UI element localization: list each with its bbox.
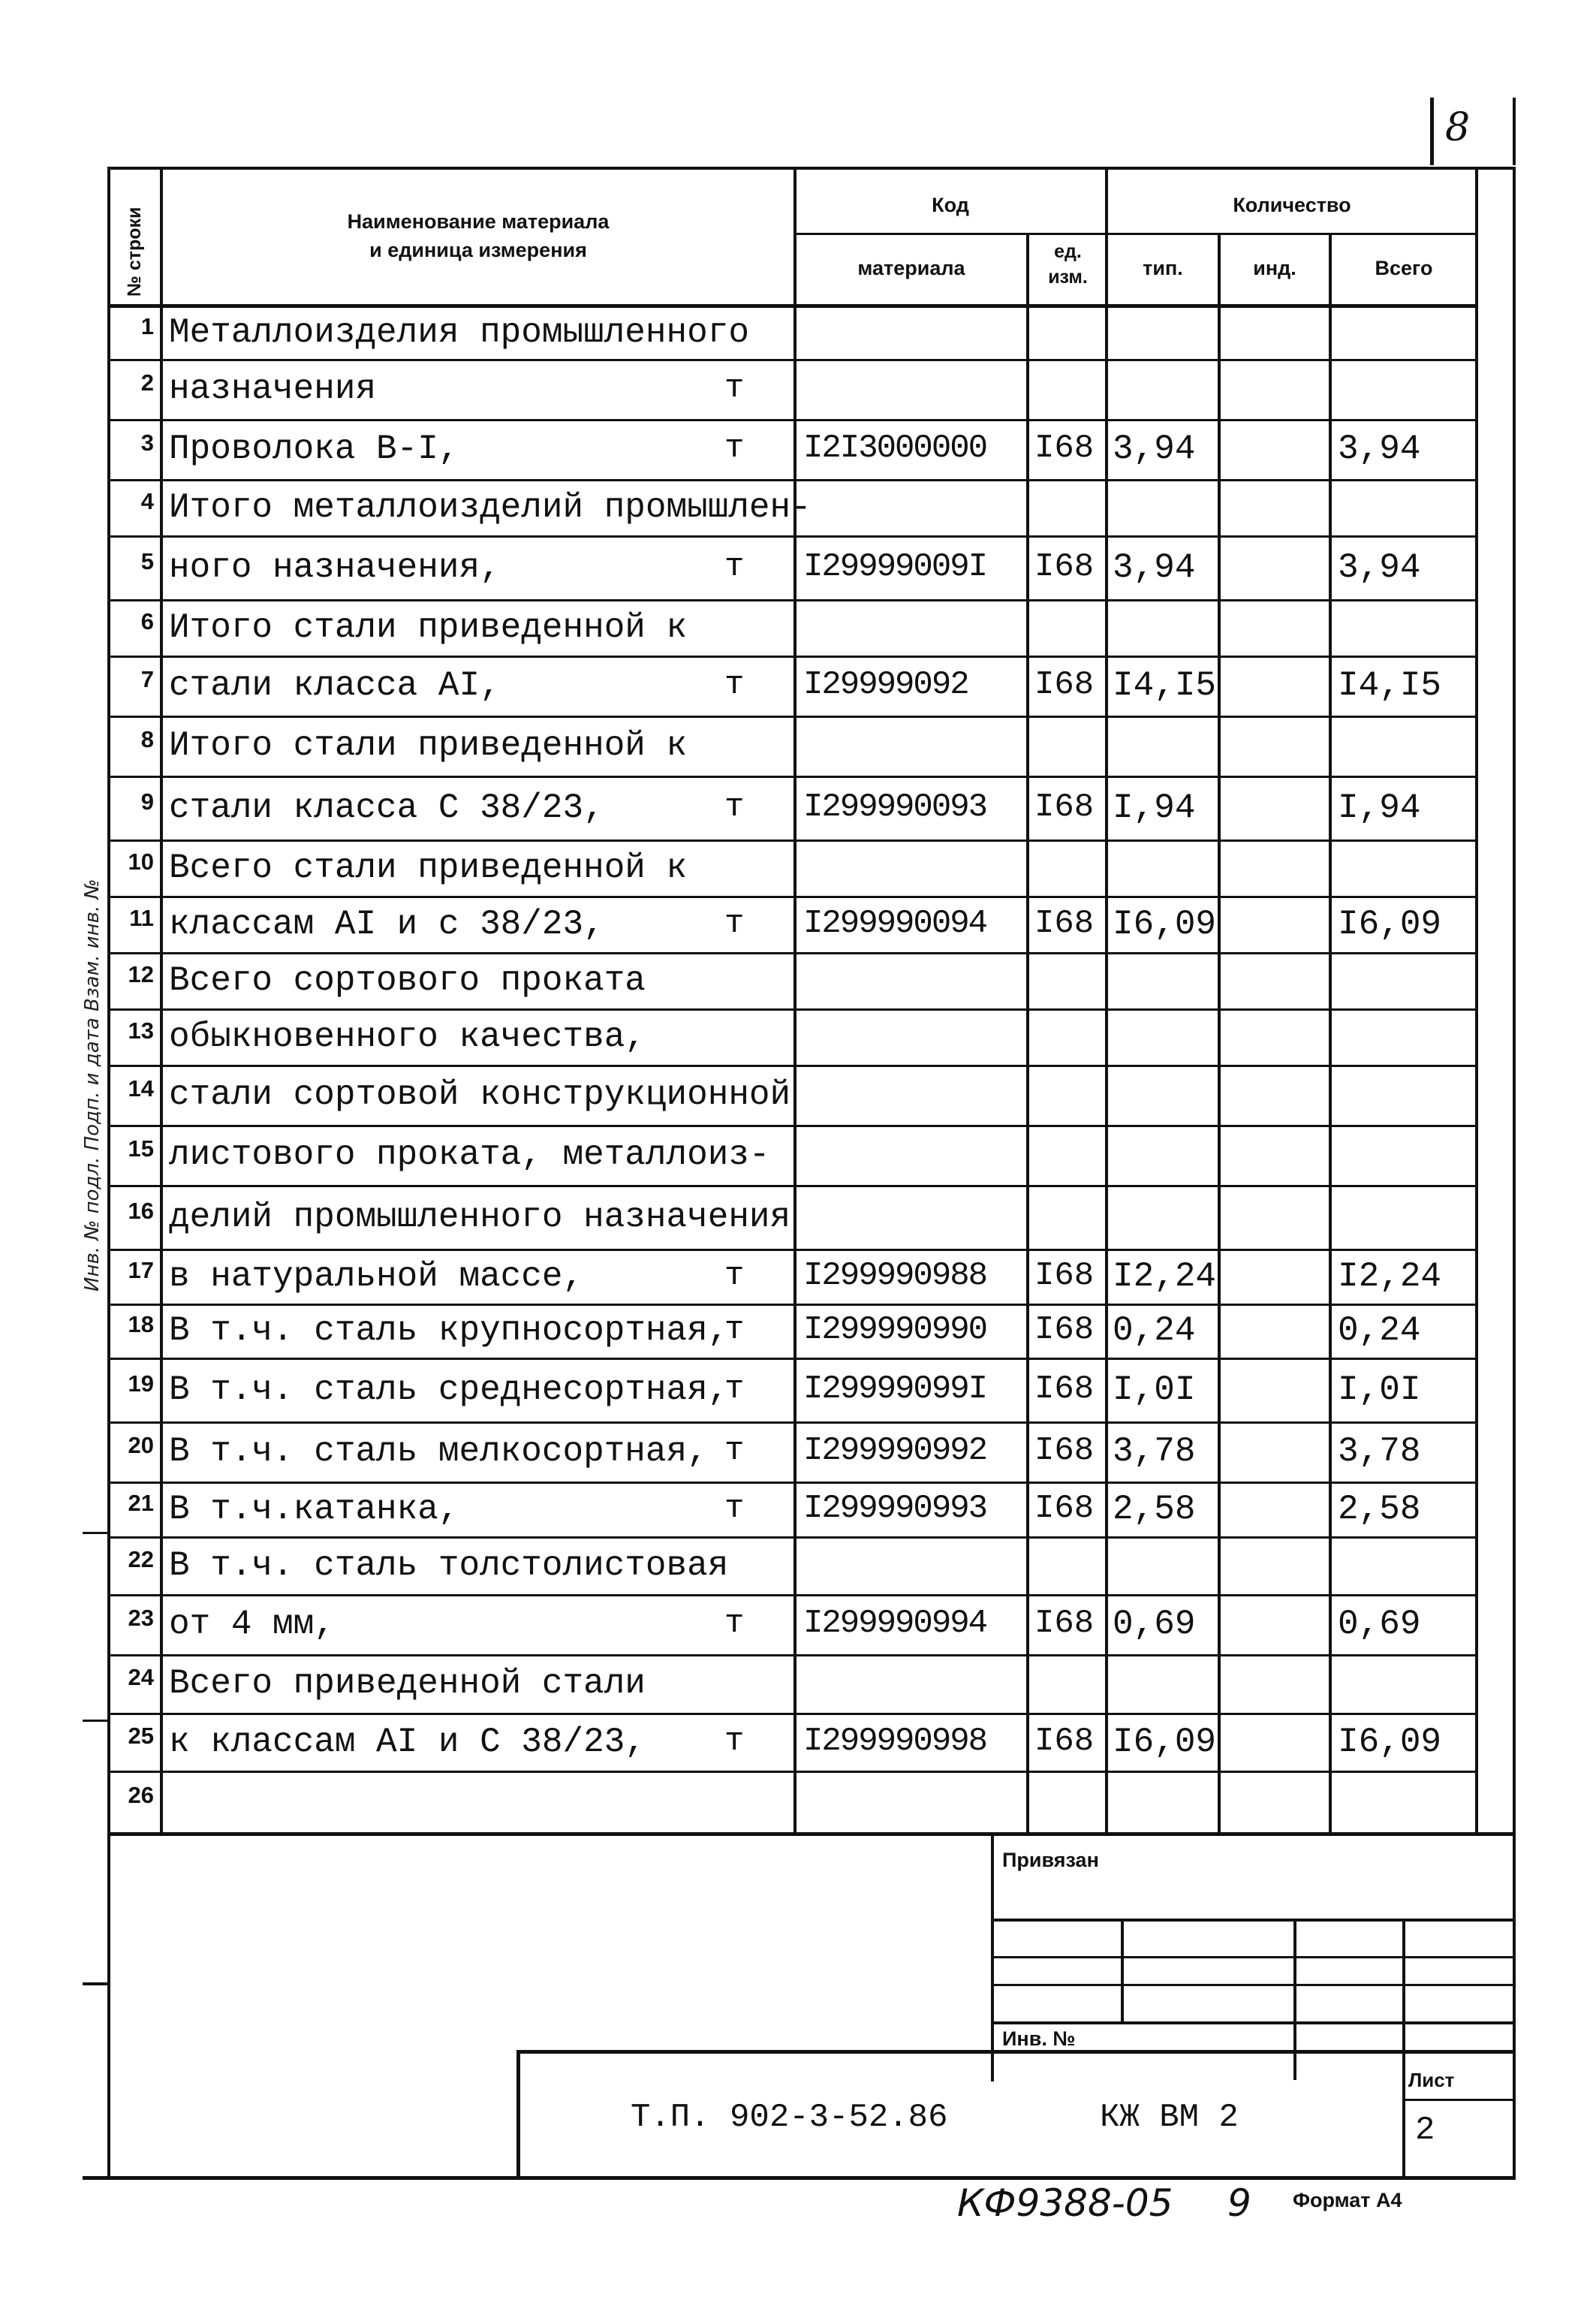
frame-top — [107, 167, 1516, 170]
unit-code: I68 — [1034, 1311, 1095, 1349]
material-name: В т.ч. сталь мелкосортная, — [169, 1432, 708, 1471]
row-number: 19 — [128, 1370, 154, 1397]
material-name: Итого металлоизделий промышлен- — [169, 487, 812, 527]
unit-code: I68 — [1034, 547, 1095, 586]
header-row-number: № строки — [124, 206, 145, 297]
qty-total: 3,94 — [1338, 430, 1421, 469]
material-code: I299990988 — [803, 1256, 987, 1295]
frame-bottom — [83, 2176, 1516, 2180]
footer-handwritten-code: КФ9388-05 — [957, 2181, 1173, 2225]
row-number: 17 — [128, 1256, 154, 1283]
material-name: В т.ч.катанка, — [169, 1489, 459, 1529]
row-number: 5 — [140, 547, 154, 574]
row-number: 20 — [128, 1432, 154, 1458]
row-number: 12 — [128, 960, 154, 987]
material-name: Всего приведенной стали — [169, 1664, 646, 1703]
material-name: стали класса АI, — [169, 666, 501, 705]
qty-type: 2,58 — [1113, 1489, 1196, 1529]
unit-label: т — [724, 1489, 745, 1527]
material-name: от 4 мм, — [169, 1605, 335, 1644]
material-code: I29999009I — [803, 547, 987, 586]
footer-handwritten-page: 9 — [1227, 2181, 1251, 2225]
row-number: 6 — [140, 607, 154, 635]
qty-type: 3,78 — [1113, 1432, 1196, 1471]
unit-label: т — [724, 1256, 745, 1295]
unit-label: т — [724, 1432, 745, 1470]
qty-total: 0,69 — [1338, 1605, 1421, 1644]
unit-code: I68 — [1034, 904, 1095, 942]
material-code: I29999092 — [803, 666, 968, 704]
qty-type: 0,69 — [1113, 1605, 1196, 1644]
unit-label: т — [724, 788, 745, 826]
qty-type: 3,94 — [1113, 430, 1196, 469]
margin-note: Инв. № подл. Подп. и дата Взам. инв. № — [81, 879, 104, 1292]
material-name: назначения — [169, 369, 377, 408]
row-number: 11 — [129, 904, 154, 931]
qty-type: I2,24 — [1113, 1256, 1217, 1296]
row-number: 16 — [128, 1197, 154, 1224]
unit-code: I68 — [1034, 1489, 1095, 1527]
qty-type: I6,09 — [1113, 1722, 1217, 1762]
stamp-inv-no: Инв. № — [1002, 2027, 1076, 2050]
material-name: Всего сортового проката — [169, 960, 646, 1000]
material-name: Итого стали приведенной к — [169, 726, 688, 765]
qty-total: I,0I — [1338, 1370, 1421, 1409]
qty-total: 2,58 — [1338, 1489, 1421, 1529]
row-number: 2 — [140, 369, 154, 396]
qty-total: I6,09 — [1338, 1722, 1442, 1762]
unit-code: I68 — [1034, 1256, 1095, 1295]
material-code: I299990094 — [803, 904, 987, 942]
material-name: Проволока В-I, — [169, 430, 459, 469]
row-number: 18 — [128, 1311, 154, 1337]
material-name: В т.ч. сталь толстолистовая — [169, 1545, 729, 1585]
unit-label: т — [724, 547, 745, 586]
unit-code: I68 — [1034, 430, 1095, 467]
header-qty-ind: инд. — [1253, 257, 1296, 279]
qty-type: 0,24 — [1113, 1311, 1196, 1350]
unit-code: I68 — [1034, 1722, 1095, 1760]
material-name: Металлоизделия промышленного — [169, 313, 749, 352]
material-name: в натуральной массе, — [169, 1256, 584, 1296]
unit-label: т — [724, 904, 745, 942]
row-number: 13 — [128, 1017, 154, 1044]
unit-label: т — [724, 1311, 745, 1349]
unit-label: т — [724, 1370, 745, 1408]
material-code: I299990994 — [803, 1605, 987, 1642]
row-number: 14 — [128, 1075, 154, 1102]
row-number: 9 — [140, 788, 154, 815]
frame-right — [1513, 167, 1516, 2179]
row-number: 21 — [128, 1489, 154, 1516]
material-code: I2I3000000 — [803, 430, 987, 467]
footer-format: Формат А4 — [1293, 2189, 1402, 2211]
material-name: делий промышленного назначения — [169, 1197, 791, 1237]
row-number: 4 — [140, 487, 154, 514]
unit-label: т — [724, 1605, 745, 1642]
header-code-unit: ед. изм. — [1048, 241, 1088, 288]
header-qty-total: Всего — [1375, 257, 1433, 279]
qty-type: I,0I — [1113, 1370, 1196, 1409]
unit-code: I68 — [1034, 1370, 1095, 1408]
qty-type: I4,I5 — [1113, 666, 1217, 705]
row-number: 7 — [140, 666, 154, 692]
row-number: 24 — [128, 1664, 154, 1690]
qty-total: I2,24 — [1338, 1256, 1442, 1296]
qty-type: 3,94 — [1113, 547, 1196, 587]
header-code-material: материала — [857, 257, 965, 279]
row-number: 23 — [128, 1605, 154, 1631]
stamp-list-label: Лист — [1408, 2069, 1455, 2091]
qty-total: 0,24 — [1338, 1311, 1421, 1350]
material-name: ного назначения, — [169, 547, 501, 587]
row-number: 10 — [128, 848, 154, 875]
unit-label: т — [724, 430, 745, 467]
material-name: классам АI и с 38/23, — [169, 904, 604, 944]
qty-total: 3,78 — [1338, 1432, 1421, 1471]
unit-code: I68 — [1034, 1432, 1095, 1470]
header-code: Код — [932, 194, 969, 216]
material-code: I299990990 — [803, 1311, 987, 1349]
material-name: к классам АI и С 38/23, — [169, 1722, 646, 1762]
qty-type: I,94 — [1113, 788, 1196, 827]
header-qty-type: тип. — [1143, 257, 1183, 279]
qty-type: I6,09 — [1113, 904, 1217, 944]
material-name: листового проката, металлоиз- — [169, 1135, 770, 1174]
row-number: 3 — [140, 430, 154, 456]
unit-label: т — [724, 369, 745, 407]
sheet-number-top: 8 — [1445, 105, 1471, 150]
material-name: В т.ч. сталь крупносортная, — [169, 1311, 729, 1350]
unit-label: т — [724, 1722, 745, 1760]
material-code: I299990993 — [803, 1489, 987, 1527]
material-code: I29999099I — [803, 1370, 987, 1408]
material-code: I299990998 — [803, 1722, 987, 1760]
row-number: 15 — [128, 1135, 154, 1162]
row-number: 25 — [128, 1722, 154, 1749]
row-number: 8 — [140, 726, 154, 752]
unit-label: т — [724, 666, 745, 704]
material-code: I299990992 — [803, 1432, 987, 1470]
stamp-doc-mark: КЖ ВМ 2 — [1100, 2099, 1239, 2136]
row-number: 26 — [128, 1782, 154, 1808]
qty-total: I4,I5 — [1338, 666, 1442, 705]
unit-code: I68 — [1034, 788, 1095, 826]
material-name: обыкновенного качества, — [169, 1017, 646, 1057]
material-name: Всего стали приведенной к — [169, 848, 688, 888]
header-quantity: Количество — [1233, 194, 1351, 216]
table-row — [107, 1772, 1478, 1834]
qty-total: I,94 — [1338, 788, 1421, 827]
stamp-doc-code: Т.П. 902-3-52.86 — [631, 2099, 948, 2136]
row-number: 22 — [128, 1545, 154, 1572]
unit-code: I68 — [1034, 1605, 1095, 1642]
stamp-privyazan: Привязан — [1002, 1849, 1099, 1871]
material-name: стали класса С 38/23, — [169, 788, 604, 827]
material-name: стали сортовой конструкционной — [169, 1075, 791, 1114]
qty-total: I6,09 — [1338, 904, 1442, 944]
row-number: 1 — [140, 313, 154, 339]
material-name: В т.ч. сталь среднесортная, — [169, 1370, 729, 1409]
material-name: Итого стали приведенной к — [169, 607, 688, 647]
material-code: I299990093 — [803, 788, 987, 826]
header-name-line2: и единица измерения — [369, 239, 587, 261]
unit-code: I68 — [1034, 666, 1095, 704]
header-name-line1: Наименование материала — [347, 210, 610, 233]
stamp-list-number: 2 — [1415, 2112, 1435, 2149]
qty-total: 3,94 — [1338, 547, 1421, 587]
